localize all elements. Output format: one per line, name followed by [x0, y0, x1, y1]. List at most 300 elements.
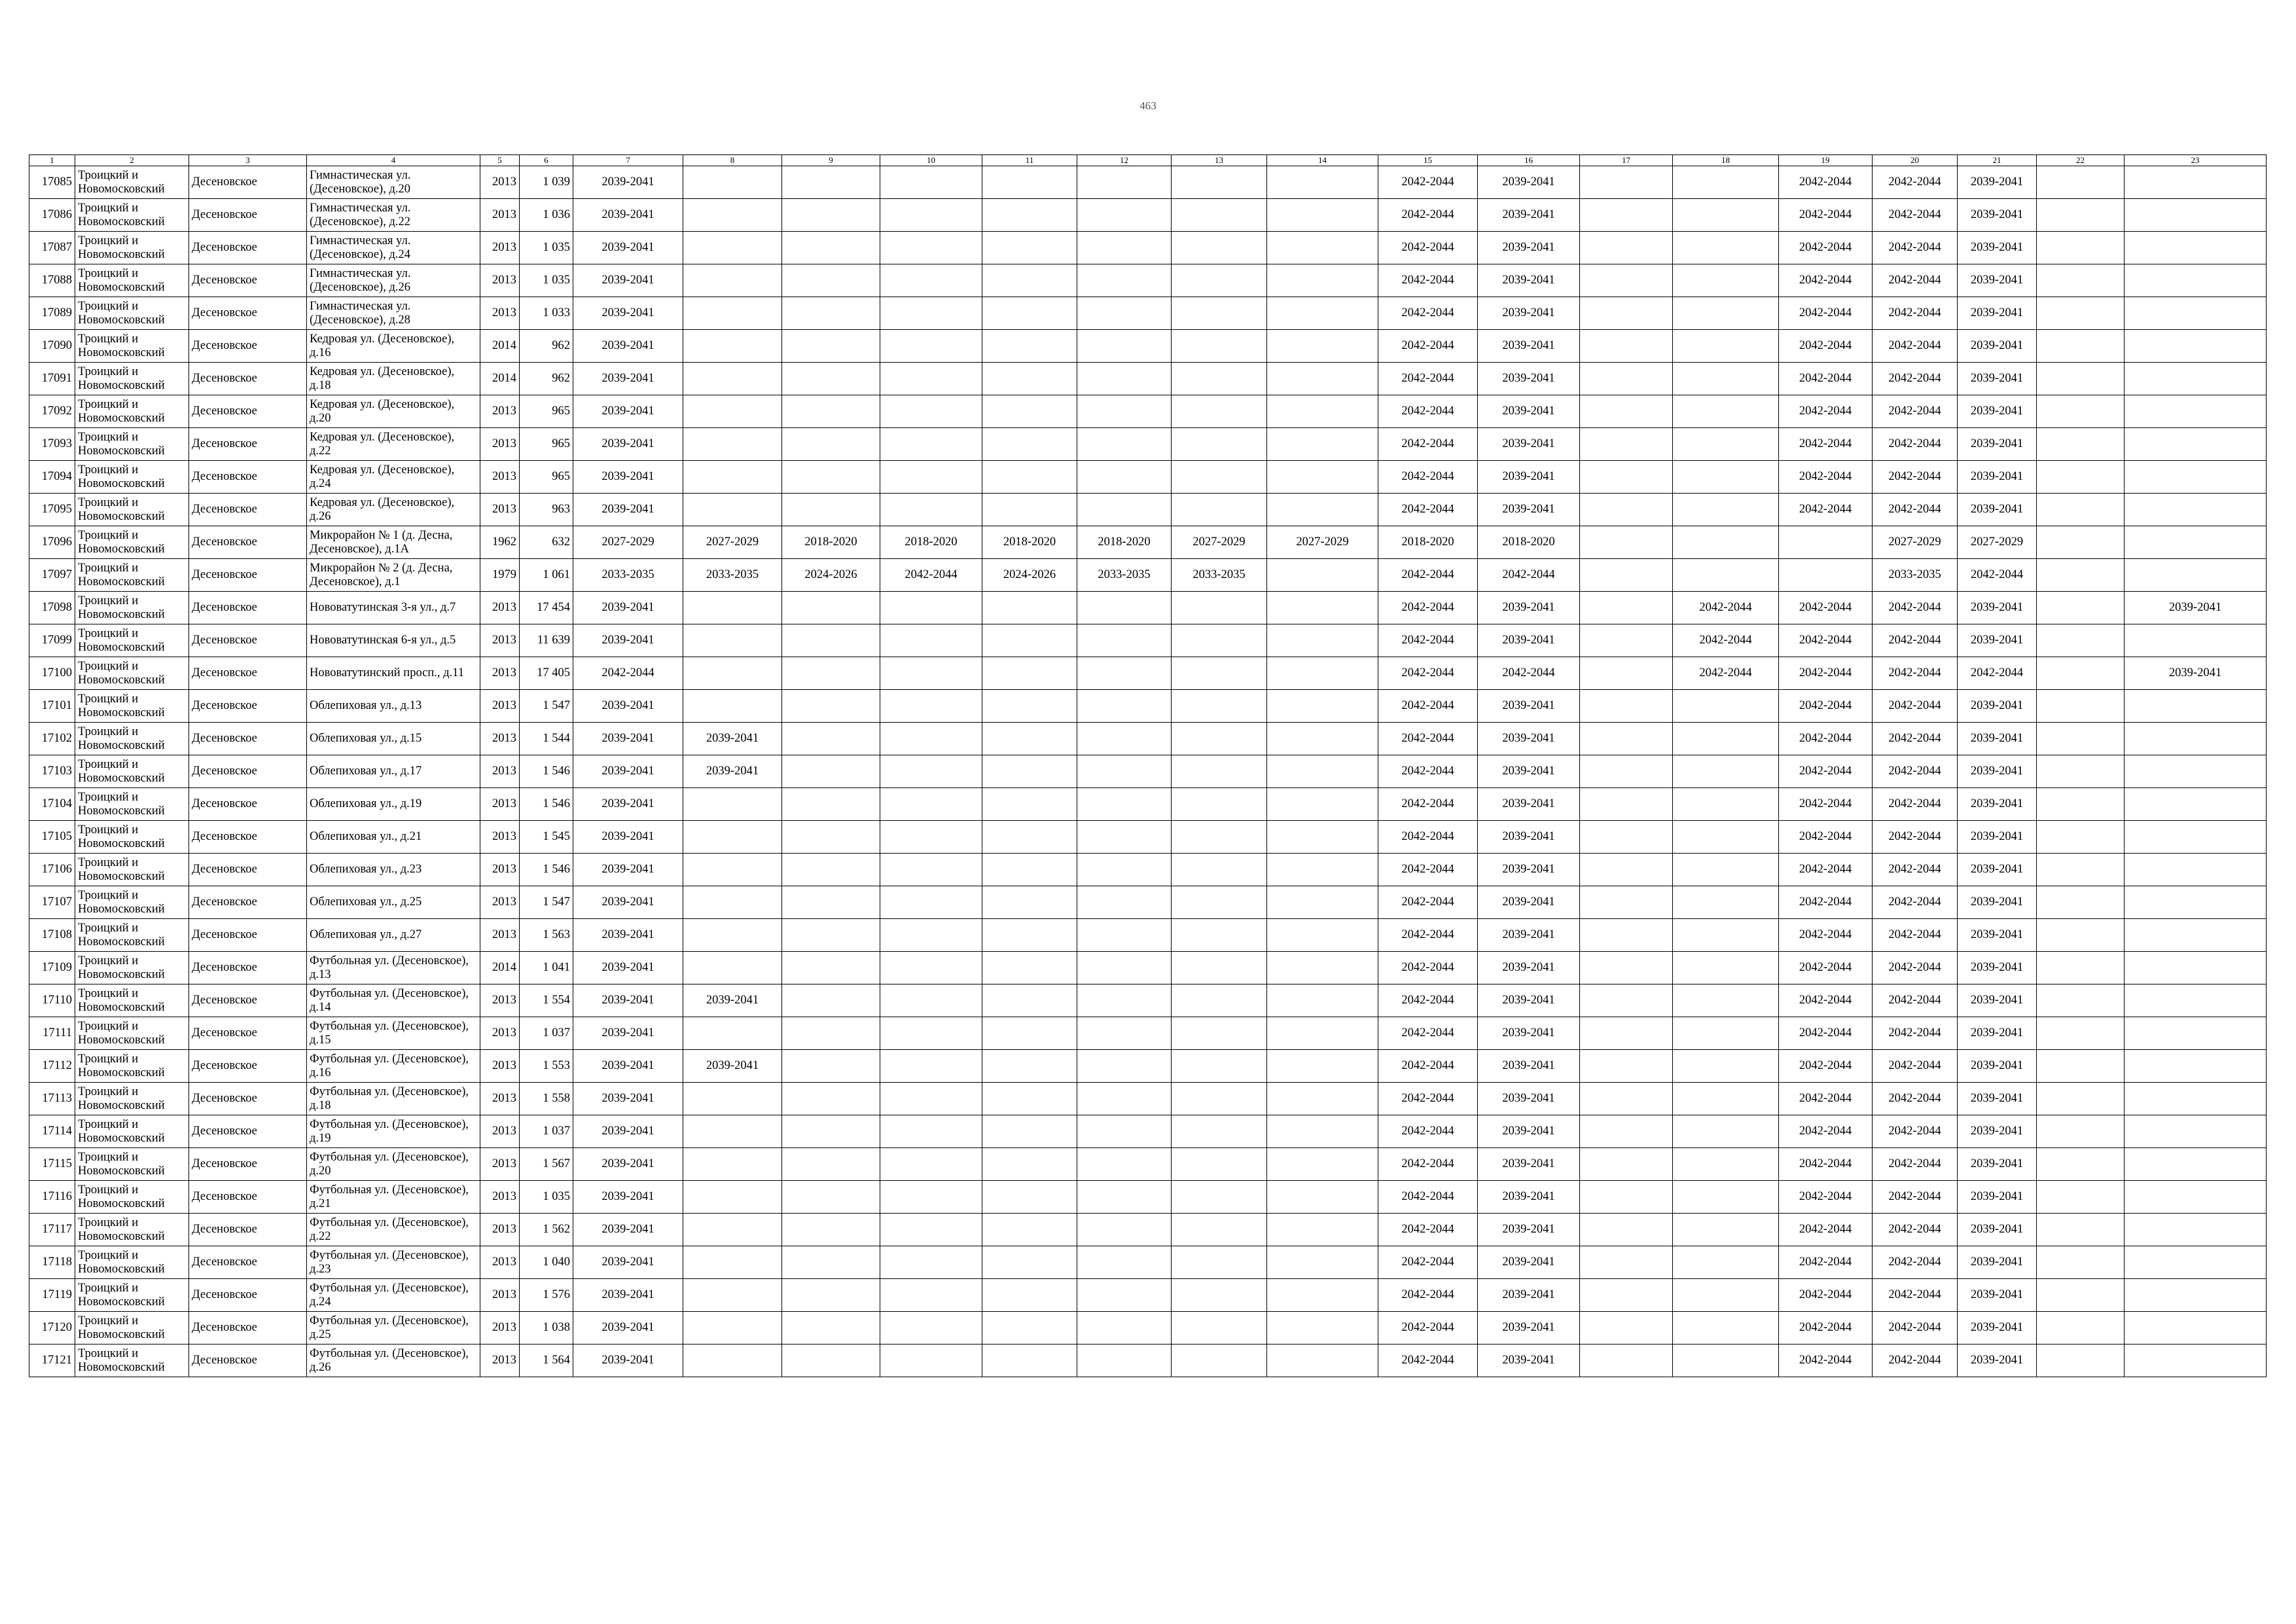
district-line: Новомосковский	[78, 1098, 165, 1112]
district-cell	[75, 1246, 189, 1279]
table-row	[29, 1050, 2267, 1083]
period-cell-col-20: 2042-2044	[1873, 952, 1958, 984]
period-cell-col-8	[683, 1312, 782, 1344]
period-cell-col-16: 2039-2041	[1478, 395, 1580, 428]
period-cell-col-8: 2039-2041	[683, 723, 782, 755]
period-cell-col-12	[1077, 952, 1172, 984]
district-line: Новомосковский	[78, 378, 165, 392]
period-cell-col-12	[1077, 1214, 1172, 1246]
period-cell-col-11	[982, 1214, 1077, 1246]
year-cell: 2013	[480, 1344, 520, 1377]
period-cell-col-20: 2042-2044	[1873, 788, 1958, 821]
period-cell-col-17	[1580, 592, 1673, 624]
area-cell: 962	[520, 363, 573, 395]
year-cell: 2013	[480, 1083, 520, 1115]
period-cell-col-19: 2042-2044	[1779, 886, 1873, 919]
column-number: 21	[1958, 155, 2037, 166]
period-cell-col-14	[1267, 919, 1378, 952]
table-row	[29, 690, 2267, 723]
period-cell-col-17	[1580, 363, 1673, 395]
period-cell-col-20: 2042-2044	[1873, 1083, 1958, 1115]
district-cell	[75, 821, 189, 854]
column-number: 12	[1077, 155, 1172, 166]
year-cell: 2013	[480, 690, 520, 723]
district-line: Троицкий и	[78, 692, 139, 706]
period-cell-col-23	[2125, 559, 2267, 592]
period-cell-col-17	[1580, 264, 1673, 297]
period-cell-col-19: 2042-2044	[1779, 428, 1873, 461]
period-cell-col-22	[2037, 592, 2125, 624]
period-cell-col-17	[1580, 755, 1673, 788]
address-line: Футбольная ул. (Десеновское),	[310, 986, 469, 1000]
period-cell-col-18	[1673, 526, 1779, 559]
settlement-cell: Десеновское	[189, 1344, 307, 1377]
period-cell-col-11	[982, 592, 1077, 624]
period-cell-col-9	[782, 1083, 880, 1115]
period-cell-col-18: 2042-2044	[1673, 657, 1779, 690]
period-cell-col-15: 2042-2044	[1378, 690, 1478, 723]
period-cell-col-14	[1267, 461, 1378, 494]
district-line: Новомосковский	[78, 215, 165, 228]
period-cell-col-14	[1267, 886, 1378, 919]
address-line: Нововатутинская 6-я ул., д.5	[310, 634, 456, 647]
year-cell: 2013	[480, 1312, 520, 1344]
period-cell-col-23	[2125, 952, 2267, 984]
settlement-cell: Десеновское	[189, 886, 307, 919]
period-cell-col-19: 2042-2044	[1779, 723, 1873, 755]
period-cell-col-17	[1580, 624, 1673, 657]
period-cell-col-14	[1267, 624, 1378, 657]
address-line: Футбольная ул. (Десеновское),	[310, 1117, 469, 1131]
settlement-cell: Десеновское	[189, 723, 307, 755]
table-row	[29, 788, 2267, 821]
period-cell-col-20: 2042-2044	[1873, 1344, 1958, 1377]
address-line: д.24	[310, 1295, 331, 1308]
period-cell-col-9: 2024-2026	[782, 559, 880, 592]
period-cell-col-10	[880, 919, 982, 952]
period-cell-col-18	[1673, 1312, 1779, 1344]
period-cell-col-19: 2042-2044	[1779, 1115, 1873, 1148]
area-cell: 1 547	[520, 886, 573, 919]
year-cell: 2013	[480, 395, 520, 428]
settlement-cell: Десеновское	[189, 1148, 307, 1181]
period-cell-col-15: 2042-2044	[1378, 1312, 1478, 1344]
settlement-cell: Десеновское	[189, 494, 307, 526]
period-cell-col-15: 2042-2044	[1378, 199, 1478, 232]
district-cell	[75, 1312, 189, 1344]
period-cell-col-20: 2042-2044	[1873, 886, 1958, 919]
year-cell: 2013	[480, 1050, 520, 1083]
period-cell-col-23	[2125, 330, 2267, 363]
period-cell-col-18	[1673, 297, 1779, 330]
period-cell-col-15: 2042-2044	[1378, 395, 1478, 428]
address-line: Кедровая ул. (Десеновское),	[310, 430, 455, 444]
district-line: Троицкий и	[78, 332, 139, 346]
district-line: Новомосковский	[78, 182, 165, 196]
period-cell-col-19: 2042-2044	[1779, 1083, 1873, 1115]
period-cell-col-10	[880, 723, 982, 755]
period-cell-col-15: 2042-2044	[1378, 657, 1478, 690]
year-cell: 2013	[480, 428, 520, 461]
district-line: Новомосковский	[78, 1131, 165, 1145]
period-cell-col-14	[1267, 1312, 1378, 1344]
column-number: 3	[189, 155, 307, 166]
period-cell-col-8: 2027-2029	[683, 526, 782, 559]
period-cell-col-7: 2039-2041	[573, 1344, 683, 1377]
period-cell-col-23	[2125, 1344, 2267, 1377]
period-cell-col-17	[1580, 428, 1673, 461]
district-cell	[75, 723, 189, 755]
column-number: 19	[1779, 155, 1873, 166]
address-line: д.16	[310, 1066, 331, 1079]
period-cell-col-7: 2039-2041	[573, 428, 683, 461]
period-cell-col-20: 2042-2044	[1873, 1148, 1958, 1181]
period-cell-col-17	[1580, 526, 1673, 559]
year-cell: 2013	[480, 854, 520, 886]
period-cell-col-9	[782, 1017, 880, 1050]
district-line: Новомосковский	[78, 542, 165, 556]
period-cell-col-15: 2042-2044	[1378, 264, 1478, 297]
table-row	[29, 166, 2267, 199]
table-row	[29, 886, 2267, 919]
period-cell-col-9	[782, 494, 880, 526]
area-cell: 1 037	[520, 1115, 573, 1148]
table-row	[29, 919, 2267, 952]
address-line: Облепиховая ул., д.19	[310, 797, 422, 810]
address-cell	[307, 461, 480, 494]
column-number: 1	[29, 155, 75, 166]
period-cell-col-13: 2027-2029	[1172, 526, 1267, 559]
area-cell: 1 564	[520, 1344, 573, 1377]
period-cell-col-18	[1673, 330, 1779, 363]
period-cell-col-9	[782, 1148, 880, 1181]
period-cell-col-16: 2039-2041	[1478, 264, 1580, 297]
period-cell-col-11	[982, 1115, 1077, 1148]
district-cell	[75, 428, 189, 461]
area-cell: 1 035	[520, 232, 573, 264]
period-cell-col-8: 2039-2041	[683, 984, 782, 1017]
period-cell-col-20: 2042-2044	[1873, 723, 1958, 755]
period-cell-col-19: 2042-2044	[1779, 232, 1873, 264]
period-cell-col-14	[1267, 1083, 1378, 1115]
period-cell-col-23	[2125, 624, 2267, 657]
address-cell	[307, 984, 480, 1017]
period-cell-col-14	[1267, 690, 1378, 723]
address-line: д.15	[310, 1033, 331, 1047]
period-cell-col-16: 2039-2041	[1478, 494, 1580, 526]
period-cell-col-23: 2039-2041	[2125, 657, 2267, 690]
district-line: Новомосковский	[78, 1164, 165, 1178]
period-cell-col-22	[2037, 1181, 2125, 1214]
period-cell-col-18	[1673, 723, 1779, 755]
period-cell-col-21: 2039-2041	[1958, 952, 2037, 984]
period-cell-col-15: 2042-2044	[1378, 363, 1478, 395]
period-cell-col-12	[1077, 166, 1172, 199]
period-cell-col-19: 2042-2044	[1779, 1279, 1873, 1312]
period-cell-col-13	[1172, 1115, 1267, 1148]
period-cell-col-22	[2037, 657, 2125, 690]
period-cell-col-21: 2039-2041	[1958, 1246, 2037, 1279]
period-cell-col-20: 2042-2044	[1873, 330, 1958, 363]
table-row	[29, 363, 2267, 395]
period-cell-col-17	[1580, 1148, 1673, 1181]
period-cell-col-8	[683, 199, 782, 232]
period-cell-col-12	[1077, 330, 1172, 363]
period-cell-col-19: 2042-2044	[1779, 461, 1873, 494]
period-cell-col-12: 2033-2035	[1077, 559, 1172, 592]
period-cell-col-7: 2039-2041	[573, 264, 683, 297]
column-number: 16	[1478, 155, 1580, 166]
address-cell	[307, 690, 480, 723]
period-cell-col-22	[2037, 788, 2125, 821]
period-cell-col-15: 2042-2044	[1378, 1050, 1478, 1083]
area-cell: 1 576	[520, 1279, 573, 1312]
area-cell: 962	[520, 330, 573, 363]
district-cell	[75, 166, 189, 199]
period-cell-col-8	[683, 330, 782, 363]
address-line: д.20	[310, 1164, 331, 1178]
period-cell-col-23	[2125, 690, 2267, 723]
year-cell: 2013	[480, 1115, 520, 1148]
district-line: Новомосковский	[78, 640, 165, 654]
year-cell: 2013	[480, 723, 520, 755]
period-cell-col-20: 2042-2044	[1873, 166, 1958, 199]
period-cell-col-22	[2037, 952, 2125, 984]
period-cell-col-7: 2039-2041	[573, 854, 683, 886]
period-cell-col-18	[1673, 1246, 1779, 1279]
period-cell-col-18	[1673, 264, 1779, 297]
row-id-cell: 17089	[29, 297, 75, 330]
district-line: Новомосковский	[78, 444, 165, 458]
period-cell-col-7: 2039-2041	[573, 395, 683, 428]
period-cell-col-13	[1172, 788, 1267, 821]
period-cell-col-21: 2042-2044	[1958, 657, 2037, 690]
district-line: Троицкий и	[78, 1150, 139, 1164]
year-cell: 2014	[480, 952, 520, 984]
period-cell-col-22	[2037, 428, 2125, 461]
period-cell-col-7: 2039-2041	[573, 363, 683, 395]
district-line: Троицкий и	[78, 528, 139, 542]
period-cell-col-17	[1580, 461, 1673, 494]
row-id-cell: 17112	[29, 1050, 75, 1083]
period-cell-col-17	[1580, 1115, 1673, 1148]
period-cell-col-23	[2125, 1050, 2267, 1083]
district-line: Новомосковский	[78, 902, 165, 916]
period-cell-col-22	[2037, 1279, 2125, 1312]
district-line: Троицкий и	[78, 790, 139, 804]
period-cell-col-7: 2039-2041	[573, 1279, 683, 1312]
period-cell-col-7: 2039-2041	[573, 297, 683, 330]
area-cell: 965	[520, 395, 573, 428]
period-cell-col-19	[1779, 559, 1873, 592]
address-line: Нововатутинская 3-я ул., д.7	[310, 601, 456, 614]
period-cell-col-8	[683, 624, 782, 657]
period-cell-col-10	[880, 461, 982, 494]
period-cell-col-17	[1580, 1312, 1673, 1344]
period-cell-col-23	[2125, 1279, 2267, 1312]
district-line: Новомосковский	[78, 1295, 165, 1308]
year-cell: 2013	[480, 199, 520, 232]
district-line: Троицкий и	[78, 1019, 139, 1033]
settlement-cell: Десеновское	[189, 363, 307, 395]
area-cell: 1 563	[520, 919, 573, 952]
address-cell	[307, 1214, 480, 1246]
year-cell: 2013	[480, 788, 520, 821]
year-cell: 2013	[480, 919, 520, 952]
district-cell	[75, 1148, 189, 1181]
period-cell-col-18	[1673, 1148, 1779, 1181]
table-row	[29, 1181, 2267, 1214]
period-cell-col-22	[2037, 1312, 2125, 1344]
area-cell: 1 558	[520, 1083, 573, 1115]
area-cell: 17 454	[520, 592, 573, 624]
district-cell	[75, 1181, 189, 1214]
address-cell	[307, 821, 480, 854]
period-cell-col-20: 2042-2044	[1873, 592, 1958, 624]
period-cell-col-8	[683, 1115, 782, 1148]
table-row	[29, 592, 2267, 624]
district-cell	[75, 494, 189, 526]
period-cell-col-23	[2125, 363, 2267, 395]
address-line: д.22	[310, 1229, 331, 1243]
period-cell-col-7: 2039-2041	[573, 1083, 683, 1115]
settlement-cell: Десеновское	[189, 1050, 307, 1083]
period-cell-col-8	[683, 919, 782, 952]
period-cell-col-16: 2039-2041	[1478, 461, 1580, 494]
period-cell-col-9	[782, 461, 880, 494]
period-cell-col-22	[2037, 1050, 2125, 1083]
period-cell-col-11	[982, 1017, 1077, 1050]
address-line: Гимнастическая ул.	[310, 234, 411, 247]
column-number: 13	[1172, 155, 1267, 166]
area-cell: 1 041	[520, 952, 573, 984]
period-cell-col-15: 2042-2044	[1378, 494, 1478, 526]
period-cell-col-14	[1267, 723, 1378, 755]
period-cell-col-14	[1267, 952, 1378, 984]
period-cell-col-19: 2042-2044	[1779, 984, 1873, 1017]
district-cell	[75, 788, 189, 821]
period-cell-col-11	[982, 788, 1077, 821]
period-cell-col-10	[880, 1083, 982, 1115]
period-cell-col-13	[1172, 1148, 1267, 1181]
period-cell-col-9	[782, 330, 880, 363]
period-cell-col-12	[1077, 1344, 1172, 1377]
period-cell-col-20: 2042-2044	[1873, 199, 1958, 232]
period-cell-col-13	[1172, 984, 1267, 1017]
period-cell-col-11	[982, 1050, 1077, 1083]
district-line: Новомосковский	[78, 247, 165, 261]
period-cell-col-10	[880, 984, 982, 1017]
table-row	[29, 1246, 2267, 1279]
period-cell-col-14	[1267, 166, 1378, 199]
period-cell-col-15: 2042-2044	[1378, 1344, 1478, 1377]
period-cell-col-13	[1172, 854, 1267, 886]
period-cell-col-7: 2039-2041	[573, 1214, 683, 1246]
period-cell-col-10	[880, 199, 982, 232]
address-cell	[307, 330, 480, 363]
period-cell-col-21: 2039-2041	[1958, 264, 2037, 297]
settlement-cell: Десеновское	[189, 624, 307, 657]
period-cell-col-7: 2039-2041	[573, 1050, 683, 1083]
area-cell: 1 546	[520, 788, 573, 821]
period-cell-col-16: 2039-2041	[1478, 1148, 1580, 1181]
period-cell-col-12	[1077, 755, 1172, 788]
district-line: Новомосковский	[78, 1033, 165, 1047]
row-id-cell: 17087	[29, 232, 75, 264]
year-cell: 2013	[480, 232, 520, 264]
district-cell	[75, 919, 189, 952]
period-cell-col-11	[982, 264, 1077, 297]
period-cell-col-8	[683, 461, 782, 494]
district-cell	[75, 984, 189, 1017]
period-cell-col-22	[2037, 624, 2125, 657]
period-cell-col-22	[2037, 494, 2125, 526]
settlement-cell: Десеновское	[189, 690, 307, 723]
period-cell-col-12	[1077, 461, 1172, 494]
period-cell-col-23	[2125, 264, 2267, 297]
table-row	[29, 297, 2267, 330]
area-cell: 1 033	[520, 297, 573, 330]
table-row	[29, 232, 2267, 264]
district-line: Новомосковский	[78, 1327, 165, 1341]
period-cell-col-17	[1580, 1214, 1673, 1246]
period-cell-col-18	[1673, 559, 1779, 592]
year-cell: 1962	[480, 526, 520, 559]
period-cell-col-21: 2039-2041	[1958, 592, 2037, 624]
district-line: Троицкий и	[78, 397, 139, 411]
period-cell-col-21: 2027-2029	[1958, 526, 2037, 559]
period-cell-col-23	[2125, 297, 2267, 330]
district-line: Троицкий и	[78, 1052, 139, 1066]
period-cell-col-12	[1077, 1181, 1172, 1214]
district-line: Троицкий и	[78, 1183, 139, 1197]
address-cell	[307, 232, 480, 264]
period-cell-col-13	[1172, 592, 1267, 624]
period-cell-col-19: 2042-2044	[1779, 592, 1873, 624]
period-cell-col-10	[880, 395, 982, 428]
period-cell-col-15: 2042-2044	[1378, 788, 1478, 821]
period-cell-col-15: 2042-2044	[1378, 1083, 1478, 1115]
row-id-cell: 17103	[29, 755, 75, 788]
address-line: д.14	[310, 1000, 331, 1014]
period-cell-col-10	[880, 1246, 982, 1279]
period-cell-col-23	[2125, 984, 2267, 1017]
period-cell-col-21: 2039-2041	[1958, 1214, 2037, 1246]
period-cell-col-16: 2039-2041	[1478, 1050, 1580, 1083]
column-number: 17	[1580, 155, 1673, 166]
period-cell-col-17	[1580, 657, 1673, 690]
period-cell-col-15: 2042-2044	[1378, 952, 1478, 984]
area-cell: 1 061	[520, 559, 573, 592]
period-cell-col-10	[880, 1344, 982, 1377]
period-cell-col-15: 2042-2044	[1378, 461, 1478, 494]
period-cell-col-12	[1077, 592, 1172, 624]
district-line: Новомосковский	[78, 346, 165, 359]
table-body	[29, 166, 2267, 1377]
period-cell-col-18	[1673, 1083, 1779, 1115]
year-cell: 2013	[480, 1148, 520, 1181]
period-cell-col-18	[1673, 1115, 1779, 1148]
settlement-cell: Десеновское	[189, 788, 307, 821]
period-cell-col-9	[782, 232, 880, 264]
period-cell-col-12	[1077, 723, 1172, 755]
district-line: Новомосковский	[78, 673, 165, 687]
row-id-cell: 17108	[29, 919, 75, 952]
column-number: 2	[75, 155, 189, 166]
year-cell: 2013	[480, 166, 520, 199]
period-cell-col-11	[982, 1083, 1077, 1115]
period-cell-col-15: 2042-2044	[1378, 919, 1478, 952]
